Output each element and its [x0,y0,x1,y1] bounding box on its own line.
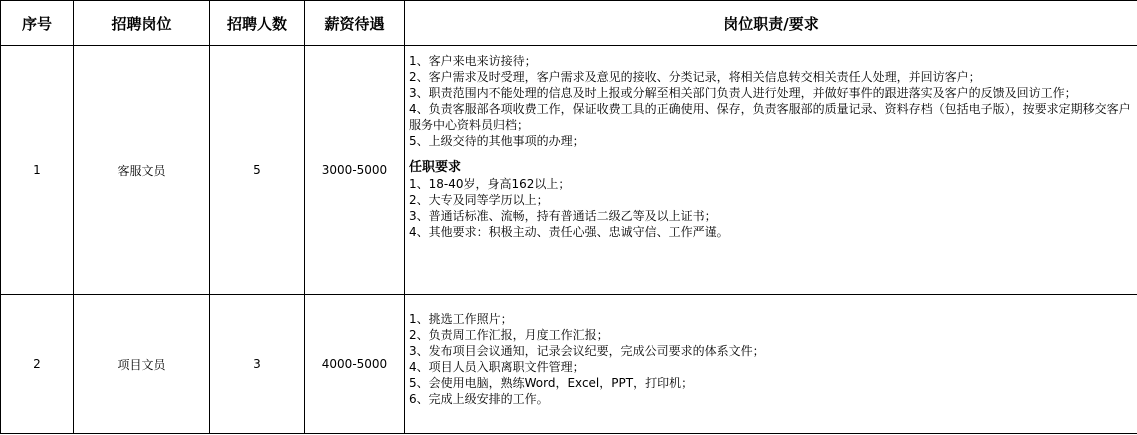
table-row [1,46,1137,295]
requirements-title: 任职要求 [409,160,462,175]
duty-line: 2、负责周工作汇报，月度工作汇报； [409,328,609,342]
row-no: 1 [1,46,74,295]
requirement-line: 2、大专及同等学历以上； [409,193,549,207]
row-count: 5 [210,46,305,295]
duty-line: 2、客户需求及时受理，客户需求及意见的接收、分类记录，将相关信息转交相关责任人处理，并回访客户； [409,70,981,84]
duty-line: 3、发布项目会议通知，记录会议纪要，完成公司要求的体系文件； [409,344,765,358]
duty-line: 3、职责范围内不能处理的信息及时上报或分解至相关部门负责人进行处理，并做好事件的跟进落实及客户的反馈及回访工作； [409,86,1077,100]
row-duty-cell [405,295,1137,434]
requirement-line: 1、18-40岁，身高162以上； [409,177,571,191]
header-no: 序号 [1,1,74,46]
duty-line: 4、负责客服部各项收费工作，保证收费工具的正确使用、保存，负责客服部的质量记录、资料存档（包括电子版），按要求定期移交客户服务中心资料员归档； [409,102,1131,132]
row-duty-cell [405,46,1137,295]
duty-line: 6、完成上级安排的工作。 [409,392,549,406]
duty-line: 5、会使用电脑，熟练Word，Excel，PPT，打印机； [409,376,694,390]
row-position: 客服文员 [74,46,210,295]
header-row [1,1,1137,46]
row-count: 3 [210,295,305,434]
row-salary: 3000-5000 [305,46,405,295]
row-salary: 4000-5000 [305,295,405,434]
table-row [1,295,1137,434]
duty-line: 1、挑选工作照片； [409,312,513,326]
duty-line: 1、客户来电来访接待； [409,54,537,68]
header-position: 招聘岗位 [74,1,210,46]
row-position: 项目文员 [74,295,210,434]
requirement-line: 3、普通话标准、流畅，持有普通话二级乙等及以上证书； [409,209,717,223]
header-count: 招聘人数 [210,1,305,46]
header-duty: 岗位职责/要求 [405,1,1137,46]
requirement-line: 4、其他要求：积极主动、责任心强、忠诚守信、工作严谨。 [409,225,729,239]
duty-line: 5、上级交待的其他事项的办理； [409,134,585,148]
row-no: 2 [1,295,74,434]
header-salary: 薪资待遇 [305,1,405,46]
duty-line: 4、项目人员入职离职文件管理； [409,360,585,374]
